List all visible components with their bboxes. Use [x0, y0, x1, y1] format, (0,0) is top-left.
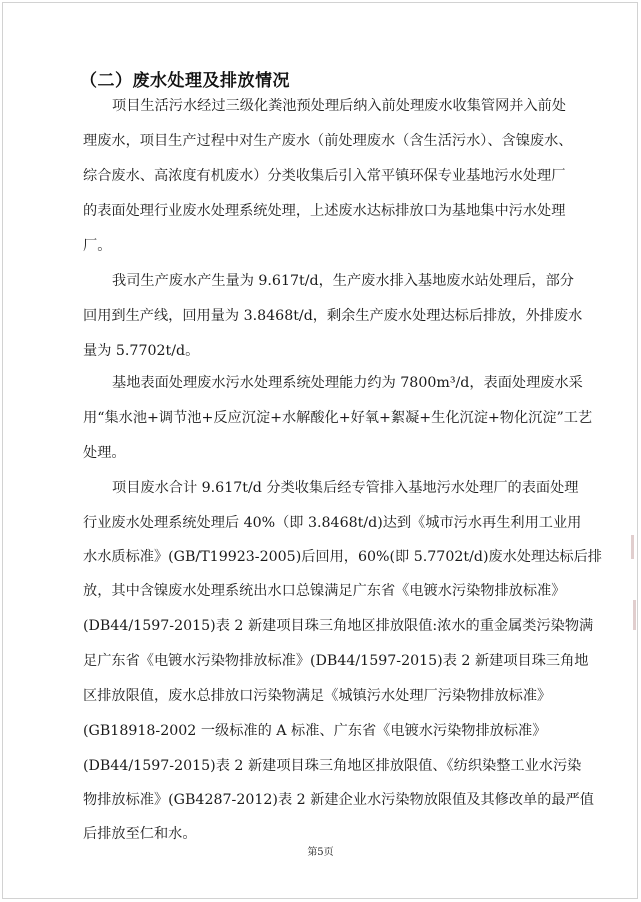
paragraph-2-line: 量为 5.7702t/d。 — [83, 343, 200, 359]
paragraph-1-line: 综合废水、高浓度有机废水）分类收集后引入常平镇环保专业基地污水处理厂 — [83, 168, 566, 184]
paragraph-1-line: 厂。 — [83, 238, 112, 254]
edge-stain — [633, 600, 636, 630]
edge-stain — [631, 535, 634, 559]
paragraph-3-line: 处理。 — [83, 445, 126, 461]
paragraph-3-line: 基地表面处理废水污水处理系统处理能力约为 7800m³/d，表面处理废水采 — [112, 375, 583, 391]
paragraph-4-line: (DB44/1597-2015)表 2 新建项目珠三角地区排放限值、《纺织染整工业水污染 — [83, 758, 582, 774]
paragraph-4-line: 足广东省《电镀水污染物排放标准》(DB44/1597-2015)表 2 新建项目珠三角地 — [83, 653, 589, 669]
paragraph-4-line: (GB18918-2002 一级标准的 A 标准、广东省《电镀水污染物排放标准》 — [83, 723, 547, 739]
page-number: 第5页 — [307, 847, 334, 858]
paragraph-4-line: 项目废水合计 9.617t/d 分类收集后经专管排入基地污水处理厂的表面处理 — [112, 480, 579, 496]
paragraph-4-line: 水水质标准》(GB/T19923-2005)后回用，60%(即 5.7702t/d)废水处理达标后排 — [83, 549, 602, 565]
paragraph-4-line: 放，其中含镍废水处理系统出水口总镍满足广东省《电镀水污染物排放标准》 — [83, 583, 566, 599]
paragraph-1-line: 的表面处理行业废水处理系统处理，上述废水达标排放口为基地集中污水处理 — [83, 203, 566, 219]
paragraph-2-line: 我司生产废水产生量为 9.617t/d，生产废水排入基地废水站处理后，部分 — [112, 273, 574, 289]
paragraph-4-line: 区排放限值，废水总排放口污染物满足《城镇污水处理厂污染物排放标准》 — [83, 688, 552, 704]
paragraph-4-line: (DB44/1597-2015)表 2 新建项目珠三角地区排放限值:浓水的重金属类污染物满 — [83, 618, 594, 634]
paragraph-3-line: 用“集水池+调节池+反应沉淀+水解酸化+好氧+絮凝+生化沉淀+物化沉淀”工艺 — [83, 410, 593, 426]
paragraph-1-line: 项目生活污水经过三级化粪池预处理后纳入前处理废水收集管网并入前处 — [112, 98, 567, 114]
section-heading: （二）废水处理及排放情况 — [80, 71, 290, 91]
paragraph-1-line: 理废水，项目生产过程中对生产废水（前处理废水（含生活污水）、含镍废水、 — [83, 133, 573, 149]
paragraph-4-line: 行业废水处理系统处理后 40%（即 3.8468t/d)达到《城市污水再生利用工业用 — [83, 515, 582, 531]
paragraph-4-line: 物排放标准》(GB4287-2012)表 2 新建企业水污染物放限值及其修改单的最严值 — [83, 792, 594, 808]
paragraph-2-line: 回用到生产线，回用量为 3.8468t/d，剩余生产废水处理达标后排放，外排废水 — [83, 308, 583, 324]
paragraph-4-line: 后排放至仁和水。 — [83, 826, 197, 842]
